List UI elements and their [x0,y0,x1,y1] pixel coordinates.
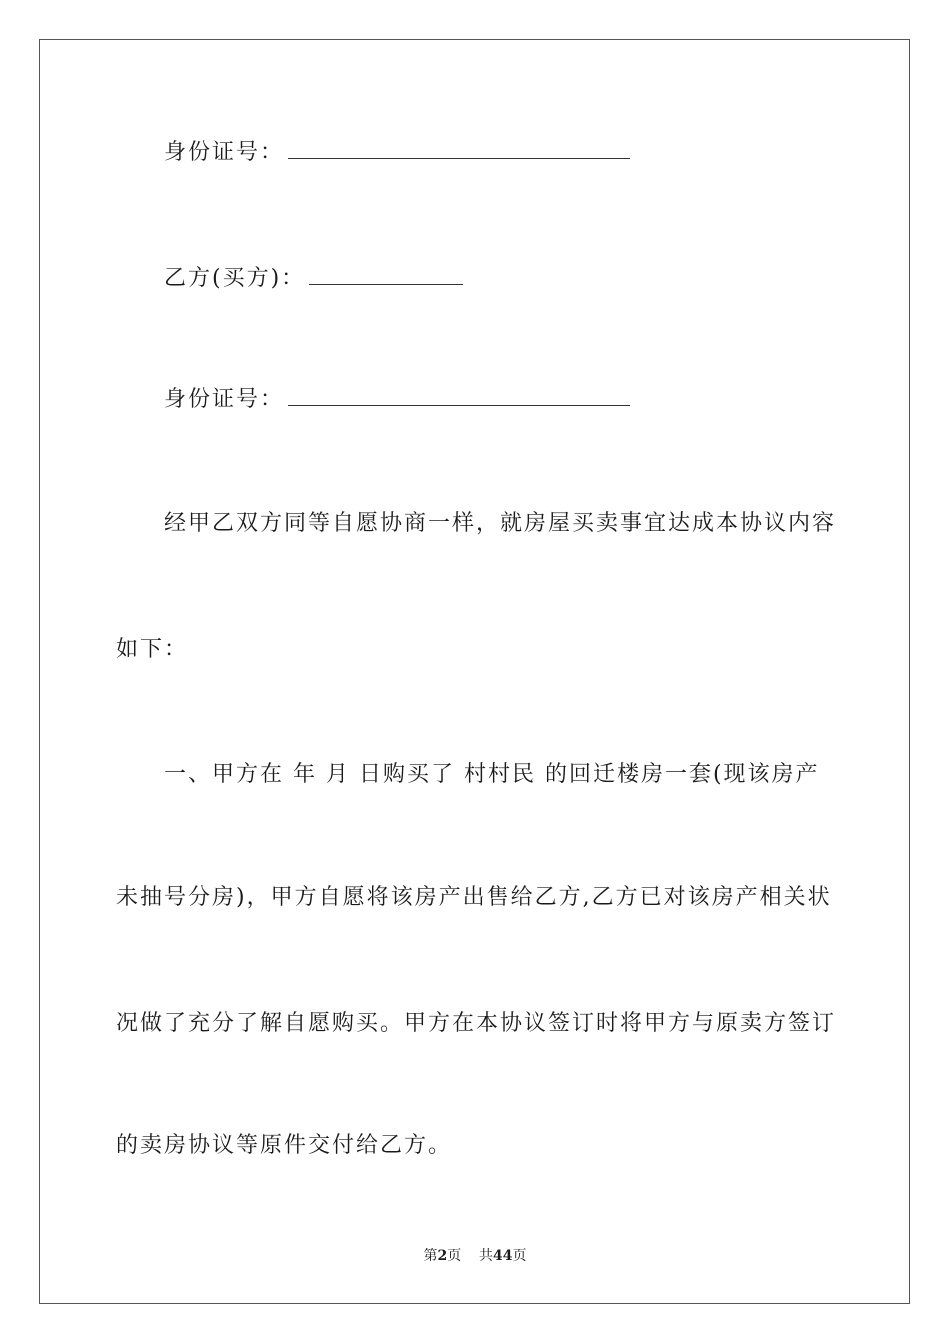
id-number-field-2 [164,383,630,415]
id-number-field-1 [164,136,630,168]
page-border [39,39,910,1304]
paragraph-2-line-3: 况做了充分了解自愿购买。甲方在本协议签订时将甲方与原卖方签订 [116,1011,837,1036]
page-number: 2 [437,1248,448,1264]
id-number-blank[interactable] [288,136,630,159]
id-number-label: 身份证号： [164,140,285,165]
id-number-blank[interactable] [288,383,630,406]
page-footer [0,1246,950,1266]
total-prefix: 共 [479,1248,494,1264]
paragraph-2-line-4: 的卖房协议等原件交付给乙方。 [116,1133,453,1158]
total-suffix: 页 [512,1248,527,1264]
page-suffix: 页 [447,1248,462,1264]
buyer-blank[interactable] [309,262,463,285]
paragraph-1-line-1: 经甲乙双方同等自愿协商一样，就房屋买卖事宜达成本协议内容 [164,511,837,536]
paragraph-2-line-2: 未抽号分房)，甲方自愿将该房产出售给乙方,乙方已对该房产相关状 [116,885,832,910]
id-number-label: 身份证号： [164,387,285,412]
page-prefix: 第 [423,1248,438,1264]
buyer-label: 乙方(买方)： [164,266,306,291]
paragraph-2-line-1: 一、甲方在 年 月 日购买了 村村民 的回迁楼房一套(现该房产 [164,762,820,787]
paragraph-1-line-2: 如下： [116,637,189,662]
total-pages: 44 [493,1248,513,1264]
buyer-field [164,262,463,294]
